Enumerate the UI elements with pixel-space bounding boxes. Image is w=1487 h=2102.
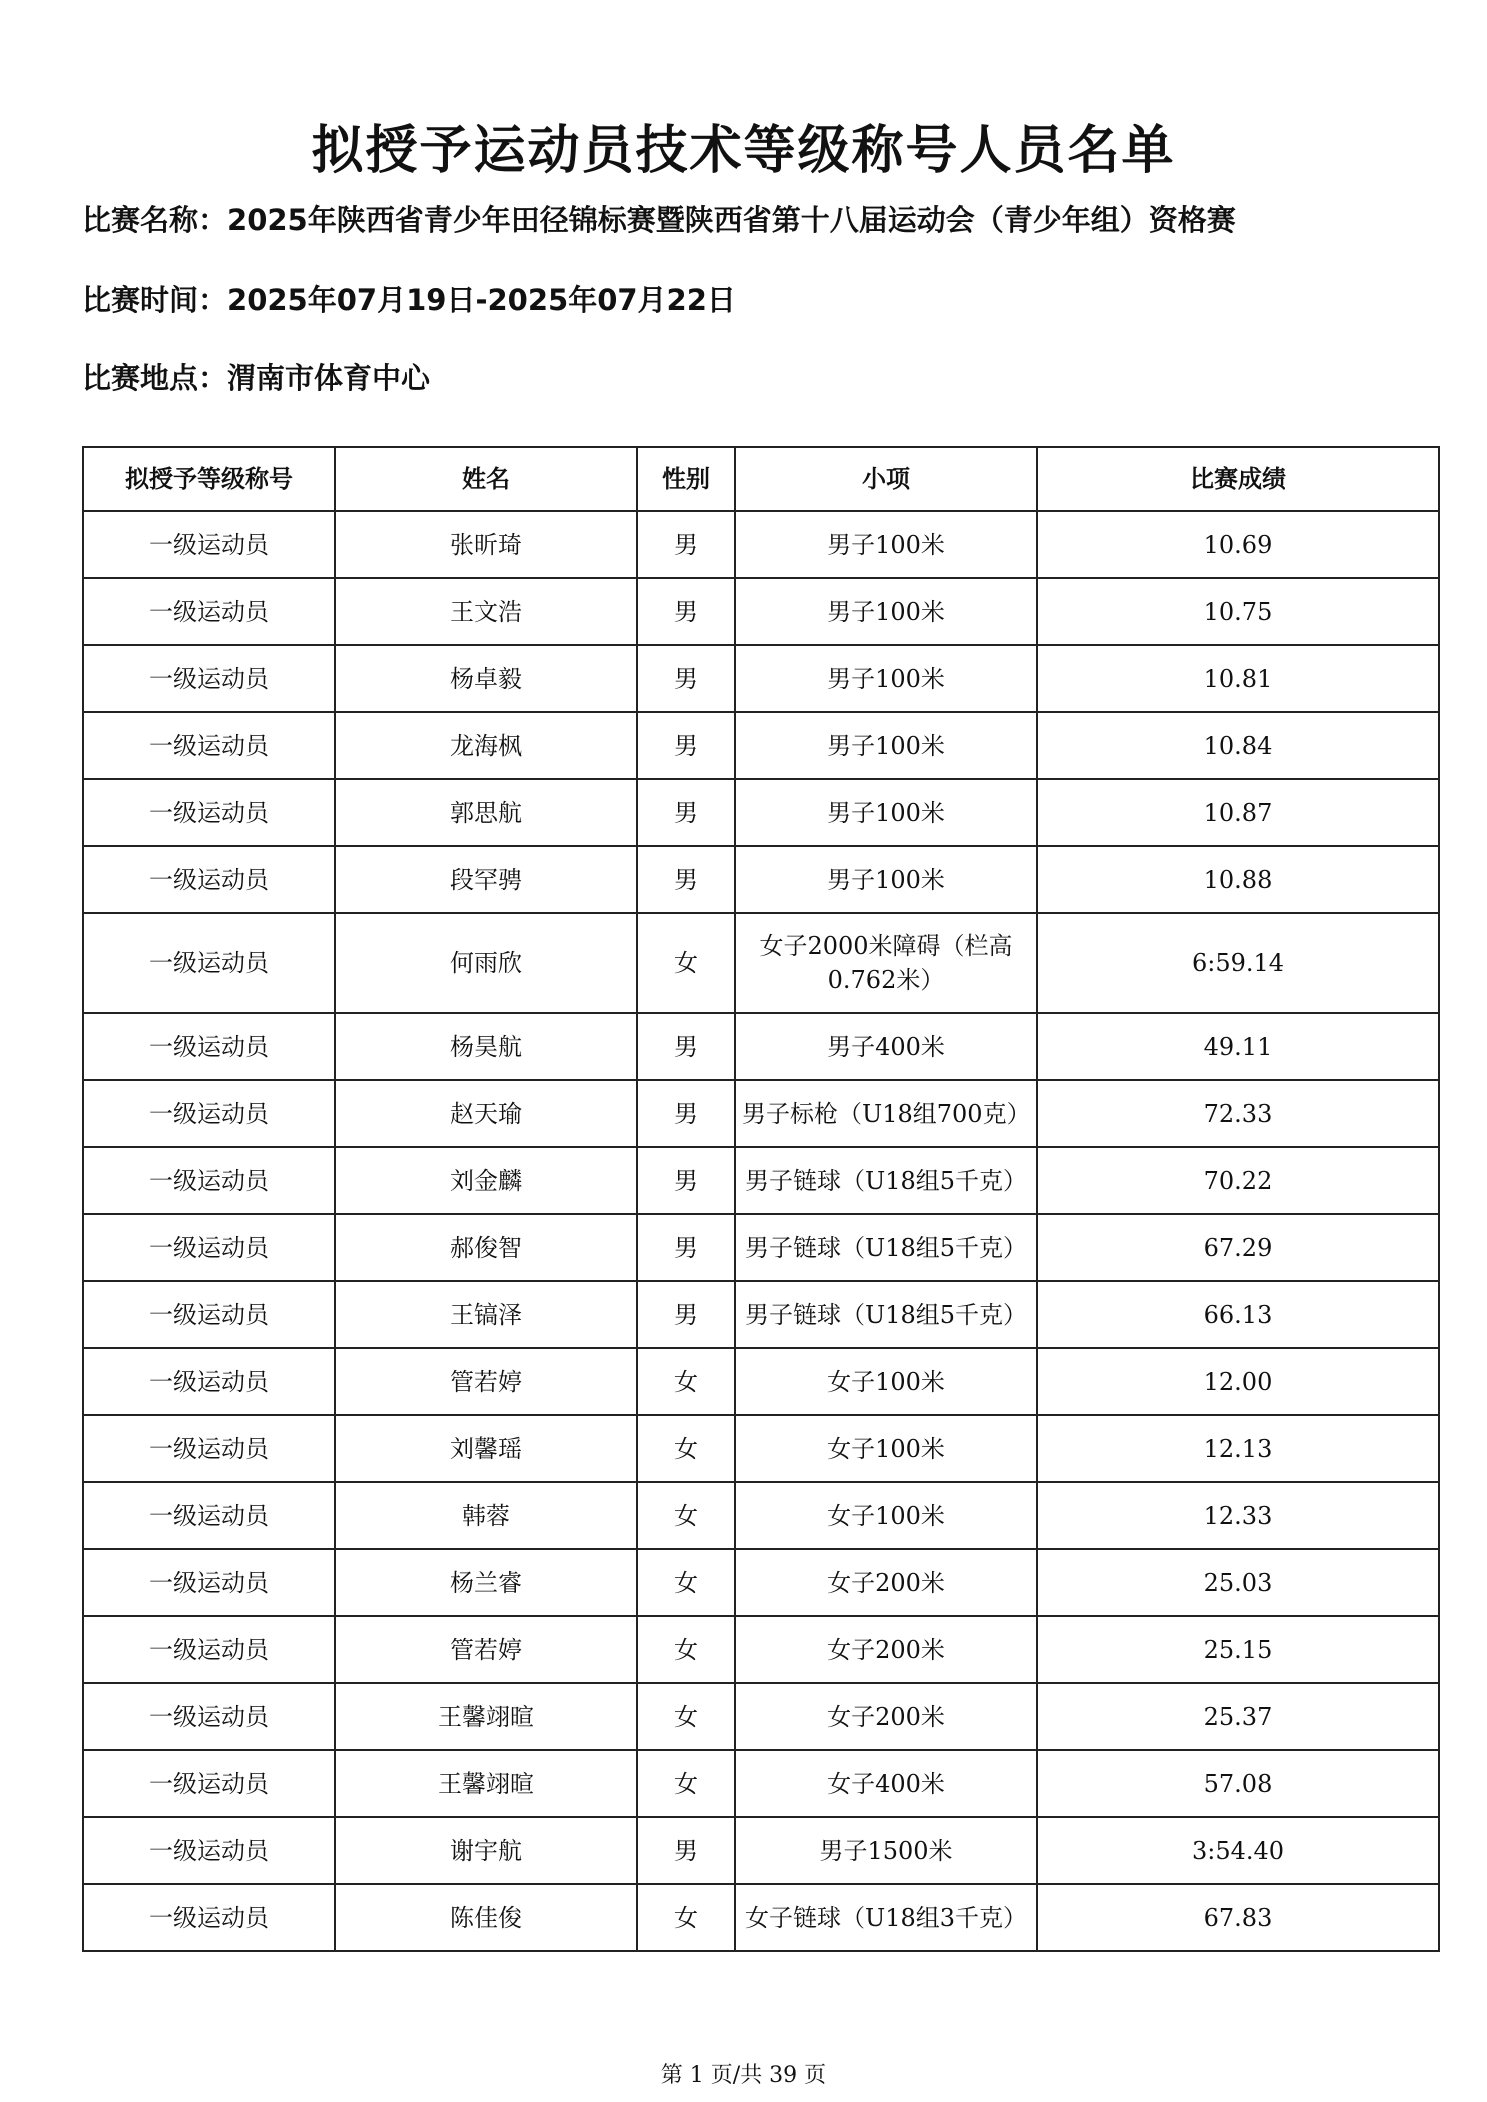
page-title: 拟授予运动员技术等级称号人员名单: [311, 121, 1176, 181]
cell-level: 一级运动员: [83, 1616, 335, 1683]
cell-gender: 女: [637, 1482, 735, 1549]
competition-time-value: 2025年07月19日-2025年07月22日: [227, 283, 736, 317]
cell-result: 10.75: [1037, 578, 1439, 645]
header-result: 比赛成绩: [1037, 447, 1439, 511]
table-row: [83, 1214, 1439, 1281]
cell-gender: 男: [637, 511, 735, 578]
table-row: [83, 1817, 1439, 1884]
cell-level: 一级运动员: [83, 1549, 335, 1616]
cell-level: 一级运动员: [83, 1884, 335, 1951]
cell-result: 25.37: [1037, 1683, 1439, 1750]
table-row: [83, 913, 1439, 1013]
cell-name: 杨昊航: [335, 1013, 637, 1080]
cell-gender: 男: [637, 1817, 735, 1884]
cell-gender: 女: [637, 913, 735, 1013]
cell-level: 一级运动员: [83, 1013, 335, 1080]
cell-event: 男子400米: [735, 1013, 1037, 1080]
cell-event: 男子链球（U18组5千克）: [735, 1281, 1037, 1348]
cell-name: 王馨翊暄: [335, 1750, 637, 1817]
cell-level: 一级运动员: [83, 1683, 335, 1750]
athlete-table: [82, 446, 1440, 1952]
cell-level: 一级运动员: [83, 1415, 335, 1482]
header-name: 姓名: [335, 447, 637, 511]
competition-place-value: 渭南市体育中心: [227, 361, 431, 395]
cell-name: 段罕骋: [335, 846, 637, 913]
cell-result: 10.88: [1037, 846, 1439, 913]
cell-name: 杨卓毅: [335, 645, 637, 712]
cell-gender: 男: [637, 578, 735, 645]
table-row: [83, 712, 1439, 779]
table-row: [83, 1147, 1439, 1214]
header-event: 小项: [735, 447, 1037, 511]
table-row: [83, 1348, 1439, 1415]
cell-level: 一级运动员: [83, 1817, 335, 1884]
cell-gender: 女: [637, 1750, 735, 1817]
cell-gender: 男: [637, 1214, 735, 1281]
cell-name: 刘馨瑶: [335, 1415, 637, 1482]
table-row: [83, 1281, 1439, 1348]
cell-result: 70.22: [1037, 1147, 1439, 1214]
cell-name: 杨兰睿: [335, 1549, 637, 1616]
competition-place-label: 比赛地点：: [82, 361, 228, 395]
cell-event: 男子100米: [735, 846, 1037, 913]
cell-name: 何雨欣: [335, 913, 637, 1013]
table-row: [83, 779, 1439, 846]
cell-result: 57.08: [1037, 1750, 1439, 1817]
cell-result: 10.81: [1037, 645, 1439, 712]
table-row: [83, 1616, 1439, 1683]
cell-event: 女子200米: [735, 1616, 1037, 1683]
cell-level: 一级运动员: [83, 913, 335, 1013]
cell-result: 10.84: [1037, 712, 1439, 779]
cell-event: 女子200米: [735, 1549, 1037, 1616]
table-header-row: [83, 447, 1439, 511]
competition-name: [82, 198, 1236, 239]
cell-result: 12.00: [1037, 1348, 1439, 1415]
cell-result: 67.29: [1037, 1214, 1439, 1281]
cell-level: 一级运动员: [83, 1281, 335, 1348]
cell-name: 郝俊智: [335, 1214, 637, 1281]
table-row: [83, 1549, 1439, 1616]
cell-event: 男子链球（U18组5千克）: [735, 1214, 1037, 1281]
cell-gender: 男: [637, 846, 735, 913]
cell-name: 王馨翊暄: [335, 1683, 637, 1750]
cell-level: 一级运动员: [83, 1214, 335, 1281]
header-level: 拟授予等级称号: [83, 447, 335, 511]
cell-gender: 男: [637, 1281, 735, 1348]
cell-gender: 男: [637, 779, 735, 846]
table-row: [83, 1482, 1439, 1549]
cell-level: 一级运动员: [83, 846, 335, 913]
cell-event: 男子100米: [735, 645, 1037, 712]
cell-level: 一级运动员: [83, 779, 335, 846]
cell-event: 女子200米: [735, 1683, 1037, 1750]
cell-name: 陈佳俊: [335, 1884, 637, 1951]
cell-event: 女子100米: [735, 1415, 1037, 1482]
competition-time-label: 比赛时间：: [82, 283, 228, 317]
cell-gender: 男: [637, 1147, 735, 1214]
cell-name: 王镐泽: [335, 1281, 637, 1348]
cell-level: 一级运动员: [83, 712, 335, 779]
table-row: [83, 846, 1439, 913]
cell-level: 一级运动员: [83, 511, 335, 578]
table-row: [83, 1750, 1439, 1817]
competition-time: [82, 278, 736, 319]
table-row: [83, 1683, 1439, 1750]
table-row: [83, 1884, 1439, 1951]
cell-event: 男子100米: [735, 578, 1037, 645]
competition-name-label: 比赛名称：: [82, 203, 228, 237]
table-body: [83, 511, 1439, 1951]
cell-result: 66.13: [1037, 1281, 1439, 1348]
cell-gender: 女: [637, 1616, 735, 1683]
cell-result: 3:54.40: [1037, 1817, 1439, 1884]
cell-gender: 女: [637, 1549, 735, 1616]
cell-event: 女子100米: [735, 1482, 1037, 1549]
competition-place: [82, 356, 430, 397]
cell-result: 6:59.14: [1037, 913, 1439, 1013]
cell-name: 管若婷: [335, 1348, 637, 1415]
cell-name: 赵天瑜: [335, 1080, 637, 1147]
cell-event: 女子400米: [735, 1750, 1037, 1817]
cell-result: 10.69: [1037, 511, 1439, 578]
cell-level: 一级运动员: [83, 1348, 335, 1415]
cell-event: 女子100米: [735, 1348, 1037, 1415]
cell-level: 一级运动员: [83, 1750, 335, 1817]
cell-name: 王文浩: [335, 578, 637, 645]
cell-event: 男子标枪（U18组700克）: [735, 1080, 1037, 1147]
cell-result: 72.33: [1037, 1080, 1439, 1147]
cell-gender: 女: [637, 1415, 735, 1482]
cell-result: 67.83: [1037, 1884, 1439, 1951]
cell-result: 25.03: [1037, 1549, 1439, 1616]
cell-name: 谢宇航: [335, 1817, 637, 1884]
cell-level: 一级运动员: [83, 578, 335, 645]
cell-gender: 男: [637, 1013, 735, 1080]
table-row: [83, 645, 1439, 712]
cell-result: 10.87: [1037, 779, 1439, 846]
cell-result: 12.13: [1037, 1415, 1439, 1482]
cell-event: 男子100米: [735, 779, 1037, 846]
cell-event: 男子1500米: [735, 1817, 1037, 1884]
cell-level: 一级运动员: [83, 645, 335, 712]
cell-gender: 男: [637, 1080, 735, 1147]
cell-event: 女子2000米障碍（栏高0.762米）: [735, 913, 1037, 1013]
cell-name: 郭思航: [335, 779, 637, 846]
cell-event: 女子链球（U18组3千克）: [735, 1884, 1037, 1951]
table-row: [83, 511, 1439, 578]
table-row: [83, 1080, 1439, 1147]
cell-result: 25.15: [1037, 1616, 1439, 1683]
cell-gender: 男: [637, 712, 735, 779]
page-number: 第 1 页/共 39 页: [660, 2063, 827, 2088]
table-row: [83, 578, 1439, 645]
cell-gender: 女: [637, 1348, 735, 1415]
cell-event: 男子100米: [735, 511, 1037, 578]
table-row: [83, 1415, 1439, 1482]
cell-name: 龙海枫: [335, 712, 637, 779]
cell-name: 管若婷: [335, 1616, 637, 1683]
cell-gender: 男: [637, 645, 735, 712]
header-gender: 性别: [637, 447, 735, 511]
cell-event: 男子100米: [735, 712, 1037, 779]
cell-name: 韩蓉: [335, 1482, 637, 1549]
cell-gender: 女: [637, 1683, 735, 1750]
cell-gender: 女: [637, 1884, 735, 1951]
table-row: [83, 1013, 1439, 1080]
cell-level: 一级运动员: [83, 1147, 335, 1214]
cell-result: 12.33: [1037, 1482, 1439, 1549]
cell-event: 男子链球（U18组5千克）: [735, 1147, 1037, 1214]
cell-name: 刘金麟: [335, 1147, 637, 1214]
cell-level: 一级运动员: [83, 1482, 335, 1549]
cell-name: 张昕琦: [335, 511, 637, 578]
cell-result: 49.11: [1037, 1013, 1439, 1080]
cell-level: 一级运动员: [83, 1080, 335, 1147]
competition-name-value: 2025年陕西省青少年田径锦标赛暨陕西省第十八届运动会（青少年组）资格赛: [227, 203, 1236, 237]
